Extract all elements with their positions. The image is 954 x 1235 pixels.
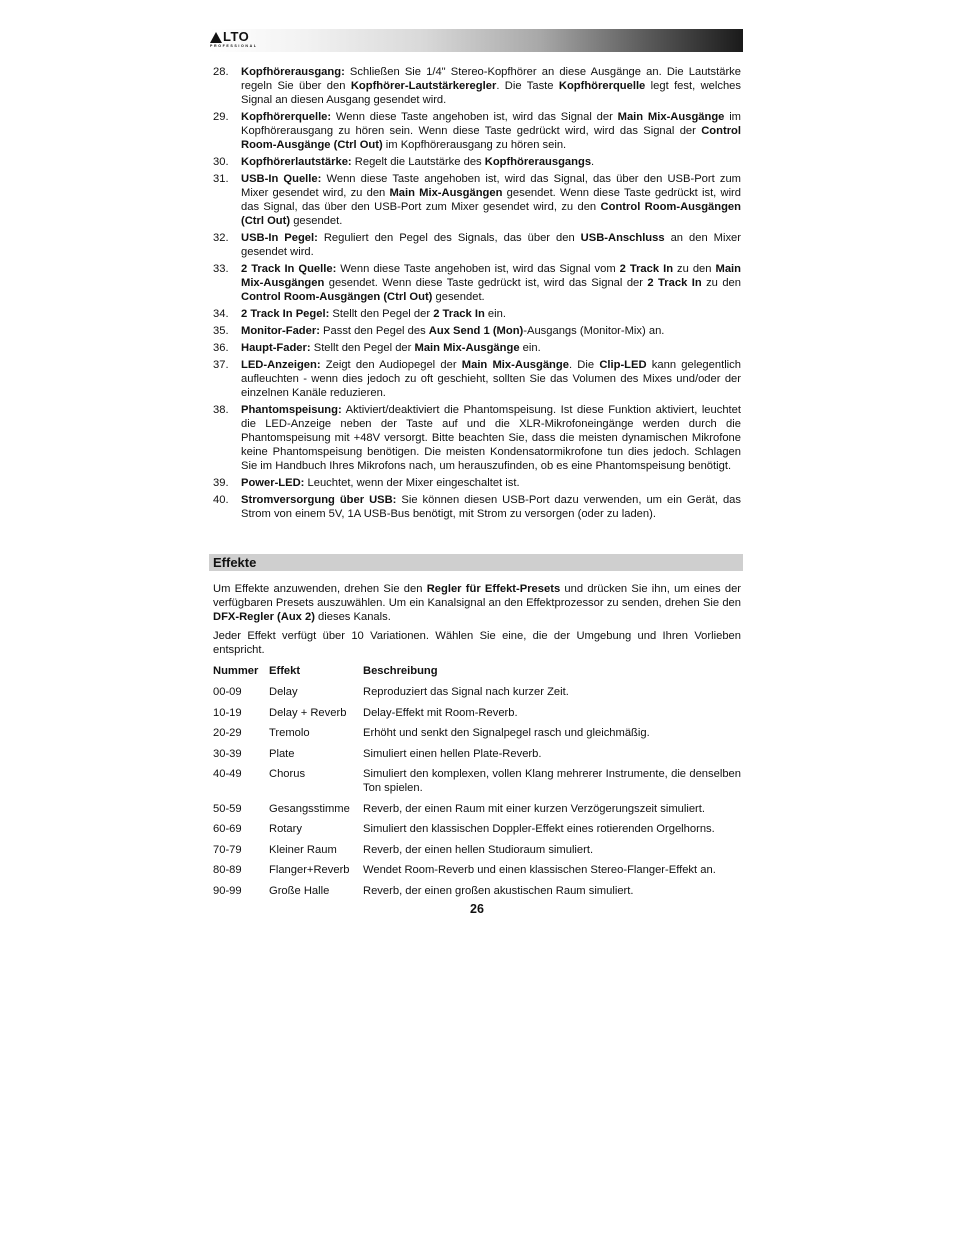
text-run: gesendet. [432, 291, 485, 303]
text-run: im Kopfhörerausgang zu hören sein. Wenn diese Taste gedrückt wird, wird das Signal der [241, 111, 742, 137]
list-item-text [241, 358, 741, 400]
effect-number: 80-89 [213, 864, 242, 876]
effect-description: Reverb, der einen Raum mit einer kurzen Verzögerungszeit simuliert. [363, 802, 705, 815]
text-run: Regelt die Lautstärke des [351, 156, 485, 168]
bold-term: Main Mix-Ausgänge [461, 359, 569, 371]
list-item-number: 30. [213, 156, 229, 168]
list-item-number: 32. [213, 232, 229, 244]
bold-term: Regler für Effekt-Presets [426, 583, 561, 595]
list-item [213, 341, 741, 355]
text-run: Passt den Pegel des [319, 325, 429, 337]
table-row [213, 802, 741, 816]
bold-term: Main Mix-Ausgängen [241, 263, 741, 289]
list-item-number: 33. [213, 263, 229, 275]
list-item-number: 35. [213, 325, 229, 337]
table-row [213, 884, 741, 898]
bold-term: Haupt-Fader: [241, 342, 311, 354]
section-header-bar [209, 554, 743, 571]
list-item-text [241, 65, 741, 107]
list-item-text [241, 231, 741, 259]
bold-term: Kopfhörerlautstärke: [241, 156, 352, 168]
effect-description: Simuliert den komplexen, vollen Klang mehrerer Instrumente, die denselben Ton spielen. [363, 768, 741, 794]
list-item [213, 324, 741, 338]
text-run: Sie können diesen USB-Port dazu verwenden, um ein Gerät, das Strom von einem 5V, 1A USB-Bus benötigt, mit Strom zu versorgen (oder zu laden). [241, 494, 741, 520]
logo-text: LTO [223, 29, 250, 44]
list-item-text [241, 307, 741, 321]
list-item-number: 34. [213, 308, 229, 320]
bold-term: Control Room-Ausgängen (Ctrl Out) [241, 201, 741, 227]
bold-term: Aux Send 1 (Mon) [428, 325, 524, 337]
table-body [213, 685, 741, 898]
text-run: kann gelegentlich aufleuchten - wenn dies jedoch zu oft geschieht, sollten Sie das Volumen des Mixes und/oder der einzelnen Kanäle reduzieren. [241, 359, 741, 399]
page-number: 26 [470, 902, 484, 916]
list-item-text [241, 262, 741, 304]
logo-subtext: PROFESSIONAL [210, 44, 258, 48]
effect-name: Delay [269, 686, 298, 698]
list-item-number: 37. [213, 359, 229, 371]
section-intro [213, 582, 741, 662]
effect-description: Reproduziert das Signal nach kurzer Zeit. [363, 686, 569, 698]
effect-description: Reverb, der einen hellen Studioraum simuliert. [363, 843, 594, 856]
bold-term: Control Room-Ausgängen (Ctrl Out) [241, 291, 433, 303]
list-item-text [241, 476, 741, 490]
text-run: Stellt den Pegel der [329, 308, 434, 320]
list-item-number: 31. [213, 173, 229, 185]
text-run: . Die Taste [496, 80, 559, 92]
list-item [213, 358, 741, 400]
section-title: Effekte [213, 555, 257, 570]
text-run: Wenn diese Taste angehoben ist, wird das Signal der [331, 111, 618, 123]
list-item-number: 39. [213, 477, 229, 489]
list-item [213, 476, 741, 490]
alto-logo [210, 31, 262, 48]
table-row [213, 726, 741, 740]
text-run: . Die [568, 359, 600, 371]
text-run: Leuchtet, wenn der Mixer eingeschaltet ist. [304, 477, 520, 489]
text-run: an den Mixer gesendet wird. [241, 232, 741, 258]
list-item [213, 172, 741, 228]
bold-term: DFX-Regler (Aux 2) [213, 611, 315, 623]
bold-term: Kopfhörerausgang: [241, 66, 345, 78]
list-item [213, 155, 741, 169]
list-item-number: 29. [213, 111, 229, 123]
effect-name: Plate [269, 747, 295, 760]
list-item-text [241, 172, 741, 228]
logo-triangle-icon [210, 32, 222, 43]
bold-term: Main Mix-Ausgänge [414, 342, 520, 354]
list-item [213, 110, 741, 152]
table-row [213, 685, 741, 699]
text-run: ein. [484, 308, 506, 320]
text-run: Stellt den Pegel der [310, 342, 415, 354]
feature-list [213, 65, 741, 524]
intro-paragraph [213, 629, 741, 657]
text-run: Reguliert den Pegel des Signals, das über den [317, 232, 581, 244]
effect-number: 70-79 [213, 843, 242, 856]
effect-name: Delay + Reverb [269, 706, 347, 719]
text-run: zu den [673, 263, 716, 275]
table-row [213, 706, 741, 720]
list-item [213, 493, 741, 521]
text-run: Aktiviert/deaktiviert die Phantomspeisung. Ist diese Funktion aktiviert, leuchtet die LED-Anzeige neben der Taste auf und die XLR-Mikrofoneingänge werden durch die Phantomspeisung mit +48V versorgt. Bitte beachten Sie, dass die meisten dynamischen Mikrofone keine Phantomspeisung benötigen. Die meisten Kondensatormikrofone tun dies jedoch. Schlagen Sie im Handbuch Ihres Mikrofons nach, um herauszufinden, ob es eine Phantomspeisung benötigt. [241, 404, 741, 472]
effect-description: Delay-Effekt mit Room-Reverb. [363, 706, 518, 719]
list-item-number: 38. [213, 404, 229, 416]
text-run: Um Effekte anzuwenden, drehen Sie den [213, 583, 427, 595]
text-run: gesendet. Wenn diese Taste gedrückt ist, wird das Signal, das über den USB-Port zum Mixer gesendet wird, zu den [241, 187, 741, 213]
effect-name: Tremolo [269, 727, 310, 739]
effect-number: 30-39 [213, 747, 242, 760]
bold-term: Main Mix-Ausgänge [617, 111, 725, 123]
text-run: . [591, 156, 595, 168]
bold-term: USB-In Pegel: [241, 232, 318, 244]
effect-name: Gesangsstimme [269, 802, 350, 815]
text-run: Jeder Effekt verfügt über 10 Variationen. Wählen Sie eine, die der Umgebung und Ihren Vorlieben entspricht. [213, 630, 741, 656]
table-row [213, 843, 741, 857]
bold-term: USB-In Quelle: [241, 173, 322, 185]
intro-paragraph [213, 582, 741, 624]
effect-description: Erhöht und senkt den Signalpegel rasch und gleichmäßig. [363, 727, 650, 739]
bold-term: 2 Track In Pegel: [241, 308, 330, 320]
text-run: -Ausgangs (Monitor-Mix) an. [523, 325, 665, 337]
bold-term: Monitor-Fader: [241, 325, 320, 337]
text-run: gesendet. Wenn diese Taste gedrückt ist, wird das Signal der [324, 277, 648, 289]
list-item-text [241, 403, 741, 473]
text-run: Wenn diese Taste angehoben ist, wird das Signal vom [336, 263, 620, 275]
text-run: dieses Kanals. [314, 611, 391, 623]
effect-number: 40-49 [213, 768, 242, 780]
list-item-text [241, 110, 741, 152]
text-run: legt fest, welches Signal an diesen Ausgang gesendet wird. [241, 80, 741, 106]
bold-term: Stromversorgung über USB: [241, 494, 397, 506]
effects-table [213, 664, 741, 904]
effect-number: 20-29 [213, 727, 242, 739]
bold-term: Control Room-Ausgänge (Ctrl Out) [241, 125, 741, 151]
effect-number: 10-19 [213, 706, 242, 719]
list-item [213, 307, 741, 321]
table-header-number: Nummer [213, 665, 259, 677]
effect-description: Wendet Room-Reverb und einen klassischen Stereo-Flanger-Effekt an. [363, 864, 716, 876]
table-row [213, 863, 741, 877]
effect-description: Simuliert einen hellen Plate-Reverb. [363, 747, 542, 760]
bold-term: 2 Track In [647, 277, 702, 289]
bold-term: 2 Track In Quelle: [241, 263, 337, 275]
effect-name: Flanger+Reverb [269, 864, 350, 876]
bold-term: Main Mix-Ausgängen [389, 187, 503, 199]
bold-term: USB-Anschluss [580, 232, 665, 244]
effect-name: Kleiner Raum [269, 843, 337, 856]
table-header-effect: Effekt [269, 665, 301, 677]
list-item-number: 40. [213, 494, 229, 506]
bold-term: 2 Track In [619, 263, 674, 275]
text-run: Zeigt den Audiopegel der [320, 359, 462, 371]
list-item [213, 403, 741, 473]
effect-name: Große Halle [269, 884, 330, 897]
text-run: ein. [519, 342, 541, 354]
list-item [213, 231, 741, 259]
bold-term: Clip-LED [599, 359, 647, 371]
table-row [213, 767, 741, 795]
table-row [213, 747, 741, 761]
effect-name: Rotary [269, 823, 302, 835]
list-item [213, 262, 741, 304]
text-run: im Kopfhörerausgang zu hören sein. [382, 139, 567, 151]
table-header-row [213, 664, 741, 678]
bold-term: Kopfhörer-Lautstärkeregler [350, 80, 497, 92]
effect-description: Simuliert den klassischen Doppler-Effekt eines rotierenden Orgelhorns. [363, 823, 715, 835]
bold-term: Phantomspeisung: [241, 404, 342, 416]
text-run: gesendet. [290, 215, 343, 227]
text-run: und drücken Sie ihn, um eines der verfügbaren Presets auszuwählen. Um ein Kanalsignal an den Effektprozessor zu senden, drehen Sie den [213, 583, 742, 609]
text-run: zu den [701, 277, 741, 289]
bold-term: Power-LED: [241, 477, 305, 489]
list-item [213, 65, 741, 107]
list-item-text [241, 324, 741, 338]
text-run: Schließen Sie 1/4" Stereo-Kopfhörer an diese Ausgänge an. Die Lautstärke regeln Sie über den [241, 66, 741, 92]
bold-term: Kopfhörerausgangs [484, 156, 592, 168]
list-item-text [241, 493, 741, 521]
effect-name: Chorus [269, 768, 306, 780]
effect-number: 50-59 [213, 802, 242, 815]
effect-number: 00-09 [213, 686, 242, 698]
effect-number: 60-69 [213, 823, 242, 835]
table-row [213, 822, 741, 836]
effect-description: Reverb, der einen großen akustischen Raum simuliert. [363, 884, 634, 897]
list-item-text [241, 155, 741, 169]
bold-term: Kopfhörerquelle: [241, 111, 332, 123]
text-run: Wenn diese Taste angehoben ist, wird das Signal, das über den USB-Port zum Mixer gesendet wird, zu den [241, 173, 741, 199]
table-header-description: Beschreibung [363, 665, 438, 677]
effect-number: 90-99 [213, 884, 242, 897]
header-gradient-bar [209, 29, 743, 52]
list-item-text [241, 341, 741, 355]
list-item-number: 28. [213, 66, 229, 78]
bold-term: Kopfhörerquelle [558, 80, 646, 92]
bold-term: 2 Track In [433, 308, 485, 320]
list-item-number: 36. [213, 342, 229, 354]
bold-term: LED-Anzeigen: [241, 359, 321, 371]
